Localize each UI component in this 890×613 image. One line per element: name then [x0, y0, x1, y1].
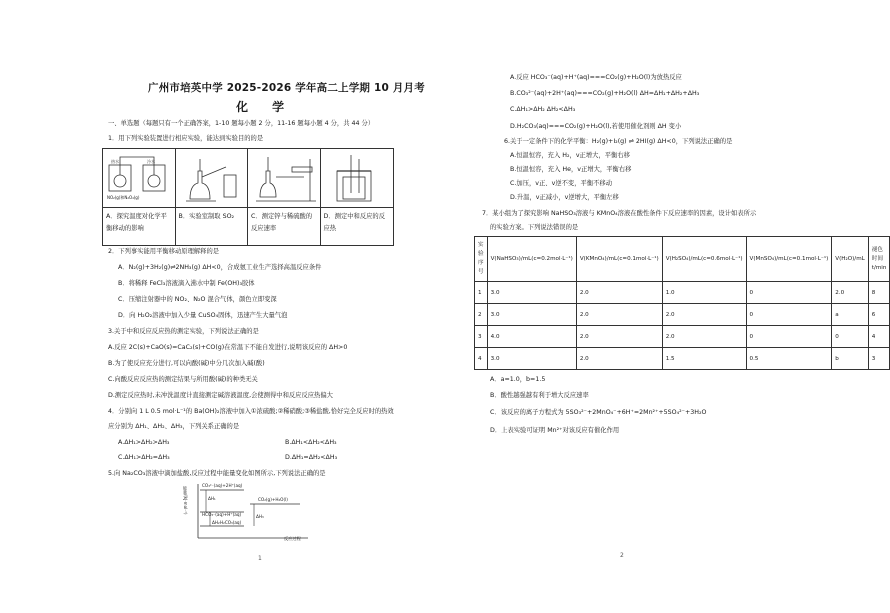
- experiment-table: [474, 236, 890, 370]
- question-4: 4．分别向 1 L 0.5 mol·L⁻¹的 Ba(OH)₂溶液中加入①浓硫酸;②稀硝酸;③稀盐酸,恰好完全反应时的热效: [108, 408, 394, 415]
- table-cell: 2: [475, 304, 488, 326]
- section-heading: 一、单选题（每题只有一个正确答案，1-10 题每小题 2 分，11-16 题每小题 4 分，共 44 分）: [108, 120, 375, 127]
- table-cell: 4.0: [487, 326, 576, 348]
- question-7-cont: 的实验方案。下列说法错误的是: [490, 224, 579, 231]
- question-3-option-b: B.为了使反应充分进行,可以向酸(碱)中分几次加入碱(酸): [108, 360, 265, 367]
- table-cell: 0: [746, 282, 832, 304]
- diagram-dh1: ΔH₁: [208, 496, 216, 501]
- apparatus-b-drawing: [176, 149, 248, 207]
- question-7-option-c: C．该反应的离子方程式为 5SO₃²⁻+2MnO₄⁻+6H⁺=2Mn²⁺+5SO₄²⁻+3H₂O: [490, 409, 707, 416]
- table-cell: 1: [475, 282, 488, 304]
- table-cell: b: [832, 348, 869, 370]
- question-7: 7．某小组为了探究影响 NaHSO₃溶液与 KMnO₄溶液在酸性条件下反应速率的因素，设计如表所示: [482, 210, 757, 217]
- question-3-option-c: C.向酸反应反应热的测定结果与所用酸(碱)的种类无关: [108, 376, 258, 383]
- table-cell: a: [832, 304, 869, 326]
- diagram-dh3: ΔH₃: [256, 514, 264, 519]
- diagram-ylabel: 能量/(kJ·mol⁻¹): [183, 486, 188, 515]
- question-5: 5.向 Na₂CO₃溶液中滴加盐酸,反应过程中能量变化如图所示,下列说法正确的是: [108, 470, 326, 477]
- apparatus-b: [176, 149, 249, 245]
- apparatus-table: [102, 148, 394, 246]
- table-cell: 2.0: [576, 348, 662, 370]
- question-4-option-b: B.ΔH₁<ΔH₂<ΔH₃: [285, 439, 337, 446]
- table-cell: 3.0: [487, 282, 576, 304]
- table-cell: 3: [868, 348, 890, 370]
- question-2-option-c: C．压缩注射器中的 NO₂、N₂O 混合气体，颜色立即变深: [118, 296, 277, 303]
- table-cell: 2.0: [576, 326, 662, 348]
- apparatus-b-text: B．实验室制取 SO₂: [178, 213, 235, 220]
- table-cell: 6: [868, 304, 890, 326]
- question-7-option-d: D．上表实验可证明 Mn²⁺对该反应有催化作用: [490, 427, 620, 434]
- question-4-option-a: A.ΔH₁>ΔH₂>ΔH₃: [118, 439, 170, 446]
- table-cell: 1.0: [662, 282, 746, 304]
- diagram-dh2: ΔH₂: [212, 520, 220, 525]
- exam-title: 广州市培英中学 2025-2026 学年高二上学期 10 月月考: [148, 82, 425, 94]
- table-cell: 3: [475, 326, 488, 348]
- apparatus-d-drawing: [321, 149, 393, 207]
- table-cell: 2.0: [576, 304, 662, 326]
- question-6: 6.关于一定条件下的化学平衡：H₂(g)+I₂(g) ⇌ 2HI(g) ΔH<0，下列说法正确的是: [504, 138, 733, 145]
- question-6-option-b: B.恒温恒容，充入 He，v正增大，平衡右移: [510, 166, 632, 173]
- question-4-option-c: C.ΔH₁>ΔH₂=ΔH₃: [118, 454, 170, 461]
- table-header-cell: V(MnSO₄)/mL(c=0.1mol·L⁻¹): [746, 237, 832, 282]
- table-row: [475, 326, 890, 348]
- table-cell: 4: [475, 348, 488, 370]
- left-page: [0, 0, 433, 613]
- table-cell: 2.0: [576, 282, 662, 304]
- question-2-option-d: D．向 H₂O₂溶液中加入少量 CuSO₄固体，迅速产生大量气泡: [118, 312, 288, 319]
- svg-text:热水: 热水: [111, 159, 119, 164]
- question-6-option-a: A.恒温恒容，充入 H₂，v正增大，平衡右移: [510, 152, 630, 159]
- question-6-option-c: C.加压，v正、v逆不变，平衡不移动: [510, 180, 613, 187]
- table-cell: 0.5: [746, 348, 832, 370]
- table-row: [475, 348, 890, 370]
- table-cell: 0: [746, 304, 832, 326]
- table-cell: 2.0: [662, 326, 746, 348]
- question-3-option-a: A.反应 2C(s)+CaO(s)=CaC₂(s)+CO(g)在常温下不能自发进行,说明该反应的 ΔH>0: [108, 344, 348, 351]
- diagram-right-level: CO₂(g)+H₂O(l): [258, 497, 288, 502]
- table-header-row: [475, 237, 890, 282]
- question-4-cont: 应分别为 ΔH₁、ΔH₂、ΔH₃，下列关系正确的是: [108, 423, 240, 430]
- diagram-mid-level: HCO₃⁻(aq)+H⁺(aq): [202, 512, 242, 517]
- table-cell: 8: [868, 282, 890, 304]
- table-header-cell: 实验序号: [475, 237, 488, 282]
- apparatus-a-label: NO₂(g)和N₂O₄(g): [107, 195, 140, 200]
- question-5-option-d: D.H₂CO₃(aq)===CO₂(g)+H₂O(l),若使用催化剂则 ΔH 变小: [510, 123, 682, 130]
- subject-title: 化 学: [236, 100, 295, 114]
- energy-diagram: [183, 482, 338, 542]
- question-5-option-c: C.ΔH₁>ΔH₂ ΔH₂<ΔH₃: [510, 106, 576, 113]
- apparatus-a: [103, 149, 176, 245]
- question-5-option-b: B.CO₃²⁻(aq)+2H⁺(aq)===CO₂(g)+H₂O(l) ΔH=ΔH₁+ΔH₂+ΔH₃: [510, 90, 700, 97]
- question-4-option-d: D.ΔH₁=ΔH₂<ΔH₃: [285, 454, 338, 461]
- table-header-cell: 褪色时间t/min: [868, 237, 890, 282]
- table-cell: 1.5: [662, 348, 746, 370]
- page-number-left: 1: [258, 555, 262, 562]
- table-cell: 3.0: [487, 304, 576, 326]
- apparatus-a-text: A．探究温度对化学平衡移动的影响: [106, 213, 167, 232]
- question-2-option-a: A．N₂(g)+3H₂(g)⇌2NH₃(g) ΔH<0，合成氨工业生产选择高温反应条件: [118, 264, 322, 271]
- diagram-xlabel: 反应过程: [284, 536, 301, 541]
- table-cell: 2.0: [832, 282, 869, 304]
- question-7-option-b: B．酸性越强越有利于增大反应速率: [490, 392, 589, 399]
- apparatus-c-text: C．测定锌与稀硫酸的反应速率: [251, 213, 313, 232]
- svg-text:冷水: 冷水: [147, 159, 155, 164]
- question-3-option-d: D.测定反应热时,未冲洗温度计直接测定碱溶液温度,会使测得中和反应反应热偏大: [108, 392, 333, 399]
- table-cell: 4: [868, 326, 890, 348]
- apparatus-d: [321, 149, 394, 245]
- table-row: [475, 304, 890, 326]
- diagram-top-level: CO₃²⁻(aq)+2H⁺(aq): [202, 483, 243, 488]
- table-header-cell: V(NaHSO₃)/mL(c=0.2mol·L⁻¹): [487, 237, 576, 282]
- table-row: [475, 282, 890, 304]
- page-number-right: 2: [620, 552, 624, 559]
- question-7-option-a: A．a=1.0，b=1.5: [490, 376, 546, 383]
- diagram-bot-level: H₂CO₃(aq): [220, 520, 242, 525]
- apparatus-d-text: D．测定中和反应的反应热: [323, 213, 386, 232]
- table-cell: 0: [832, 326, 869, 348]
- question-6-option-d: D.升温，v正减小，v逆增大，平衡左移: [510, 194, 619, 201]
- question-1: 1．用下列实验装置进行相应实验，能达到实验目的的是: [108, 135, 264, 142]
- table-header-cell: V(KMnO₄)/mL(c=0.1mol·L⁻¹): [576, 237, 662, 282]
- apparatus-c: [248, 149, 321, 245]
- right-page: [434, 0, 887, 613]
- question-5-option-a: A.反应 HCO₃⁻(aq)+H⁺(aq)===CO₂(g)+H₂O(l)为放热反应: [510, 74, 682, 81]
- question-2: 2．下列事实能用平衡移动原理解释的是: [108, 248, 220, 255]
- table-cell: 0: [746, 326, 832, 348]
- table-cell: 2.0: [662, 304, 746, 326]
- question-3: 3.关于中和反应反应热的测定实验，下列说法正确的是: [108, 328, 259, 335]
- question-2-option-b: B．将稀释 FeCl₃溶液滴入沸水中制 Fe(OH)₃胶体: [118, 280, 255, 287]
- table-cell: 3.0: [487, 348, 576, 370]
- table-header-cell: V(H₂SO₄)/mL(c=0.6mol·L⁻¹): [662, 237, 746, 282]
- apparatus-c-drawing: [248, 149, 320, 207]
- table-header-cell: V(H₂O)/mL: [832, 237, 869, 282]
